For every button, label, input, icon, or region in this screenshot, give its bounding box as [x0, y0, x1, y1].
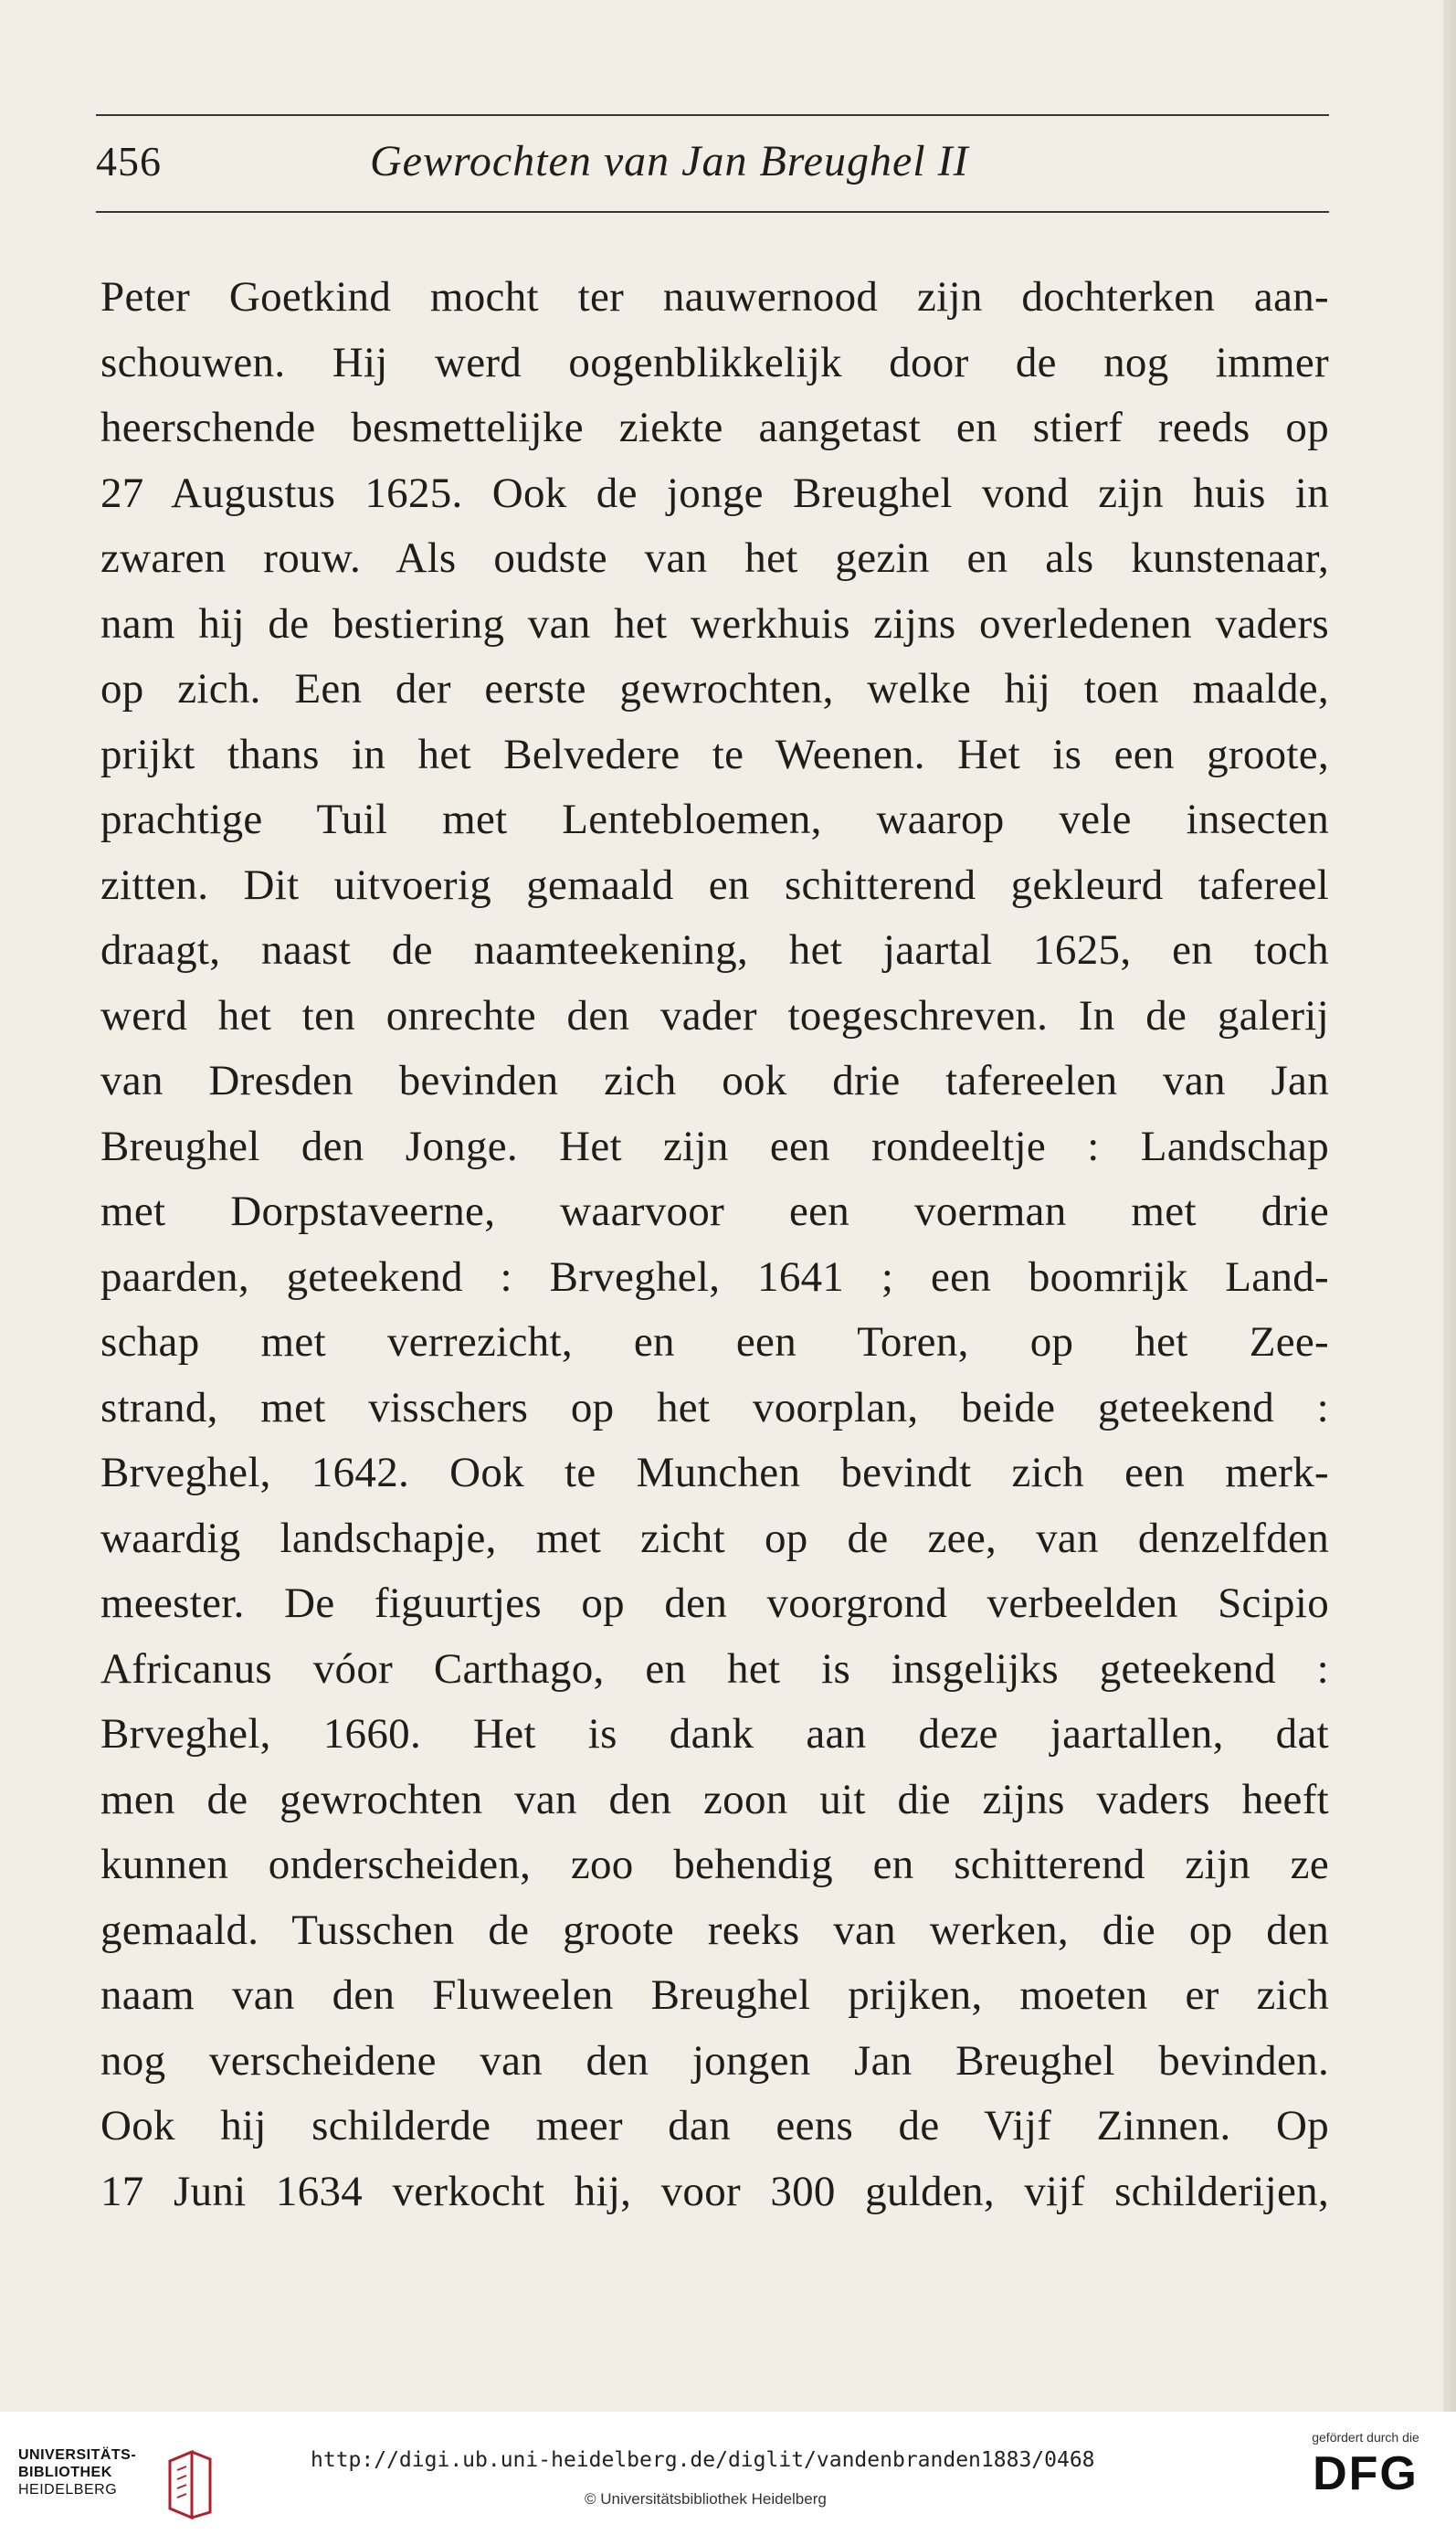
text-line: zwaren rouw. Als oudste van het gezin en als kunstenaar, — [100, 534, 1329, 582]
text-line: kunnen onderscheiden, zoo behendig en schitterend zijn ze — [100, 1841, 1329, 1888]
text-line: van Dresden bevinden zich ook drie tafereelen van Jan — [100, 1057, 1329, 1104]
page-edge-shadow — [1443, 0, 1456, 2412]
page-number: 456 — [96, 138, 162, 185]
text-line: zitten. Dit uitvoerig gemaald en schitterend gekleurd tafereel — [100, 861, 1329, 909]
text-line: nog verscheidene van den jongen Jan Breughel bevinden. — [100, 2036, 1329, 2085]
text-line: prachtige Tuil met Lentebloemen, waarop vele insecten — [100, 796, 1329, 843]
library-name-line: HEIDELBERG — [18, 2482, 118, 2498]
library-seal-icon — [164, 2448, 216, 2521]
header-bottom-rule — [96, 211, 1329, 213]
text-line: strand, met visschers op het voorplan, beide geteekend : — [100, 1383, 1329, 1431]
text-line: waardig landschapje, met zicht op de zee, van denzelfden — [100, 1514, 1329, 1562]
running-title: Gewrochten van Jan Breughel II — [370, 137, 969, 185]
text-line: Breughel den Jonge. Het zijn een rondeeltje : Landschap — [100, 1122, 1329, 1170]
text-line: Peter Goetkind mocht ter nauwernood zijn dochterken aan- — [100, 273, 1329, 321]
running-header — [96, 130, 1329, 203]
text-line: 27 Augustus 1625. Ook de jonge Breughel vond zijn huis in — [100, 469, 1329, 517]
text-line: op zich. Een der eerste gewrochten, welke hij toen maalde, — [100, 665, 1329, 713]
body-text — [100, 265, 1329, 2224]
digitization-footer — [0, 2412, 1456, 2535]
text-line: werd het ten onrechte den vader toegeschreven. In de galerij — [100, 991, 1329, 1040]
text-line: meester. De figuurtjes op den voorgrond verbeelden Scipio — [100, 1579, 1329, 1627]
header-top-rule — [96, 114, 1329, 116]
text-line: heerschende besmettelijke ziekte aangetast en stierf reeds op — [100, 404, 1329, 451]
library-name-line: BIBLIOTHEK — [18, 2465, 112, 2480]
text-line: men de gewrochten van den zoon uit die zijns vaders heeft — [100, 1775, 1329, 1823]
text-line: schap met verrezicht, en een Toren, op het Zee- — [100, 1318, 1329, 1366]
text-line: prijkt thans in het Belvedere te Weenen. Het is een groote, — [100, 730, 1329, 778]
text-line: Ook hij schilderde meer dan eens de Vijf Zinnen. Op — [100, 2102, 1329, 2149]
dfg-wordmark: DFG — [1313, 2447, 1419, 2500]
library-logo[interactable] — [18, 2446, 210, 2519]
text-line: Africanus vóor Carthago, en het is insgelijks geteekend : — [100, 1644, 1329, 1693]
dfg-logo[interactable] — [1288, 2430, 1443, 2521]
text-line: 17 Juni 1634 verkocht hij, voor 300 gulden, vijf schilderijen, — [100, 2167, 1329, 2215]
copyright-notice: © Universitätsbibliothek Heidelberg — [585, 2490, 827, 2508]
permalink-url[interactable]: http://digi.ub.uni-heidelberg.de/diglit/vandenbranden1883/0468 — [311, 2448, 1095, 2472]
text-line: gemaald. Tusschen de groote reeks van werken, die op den — [100, 1906, 1329, 1954]
text-line: nam hij de bestiering van het werkhuis zijns overledenen vaders — [100, 599, 1329, 648]
text-line: draagt, naast de naamteekening, het jaartal 1625, en toch — [100, 926, 1329, 974]
text-line: paarden, geteekend : Brveghel, 1641 ; een boomrijk Land- — [100, 1252, 1329, 1301]
text-line: schouwen. Hij werd oogenblikkelijk door de nog immer — [100, 338, 1329, 386]
text-line: naam van den Fluweelen Breughel prijken, moeten er zich — [100, 1971, 1329, 2019]
text-line: met Dorpstaveerne, waarvoor een voerman met drie — [100, 1188, 1329, 1235]
text-line: Brveghel, 1642. Ook te Munchen bevindt zich een merk- — [100, 1449, 1329, 1496]
text-line: Brveghel, 1660. Het is dank aan deze jaartallen, dat — [100, 1710, 1329, 1758]
dfg-caption: gefördert durch die — [1312, 2430, 1419, 2445]
library-name-line: UNIVERSITÄTS- — [18, 2447, 137, 2463]
